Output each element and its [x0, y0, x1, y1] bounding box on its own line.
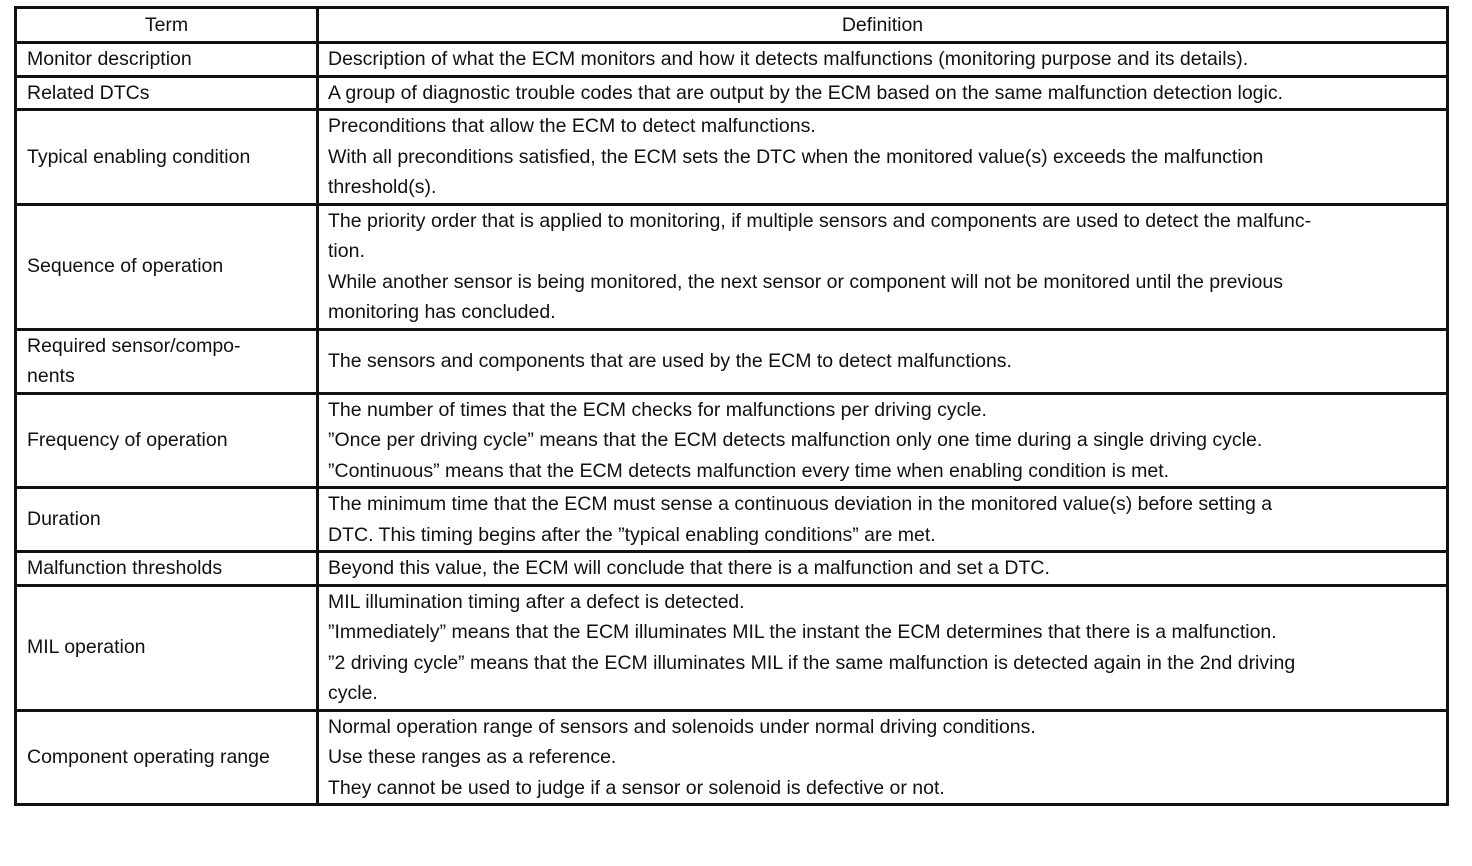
definition-cell — [318, 76, 1448, 110]
term-cell — [16, 43, 318, 77]
definition-text: threshold(s). — [328, 176, 437, 198]
definition-cell — [318, 585, 1448, 710]
definition-cell — [318, 329, 1448, 393]
definition-text: The sensors and components that are used by the ECM to detect malfunctions. — [328, 349, 1012, 372]
definition-text: Beyond this value, the ECM will conclude that there is a malfunction and set a DTC. — [328, 557, 1050, 579]
term-text: Component operating range — [27, 746, 270, 768]
table-row — [16, 488, 1448, 552]
term-text: Monitor description — [27, 48, 192, 70]
term-text: Related DTCs — [27, 81, 150, 104]
definition-cell — [318, 110, 1448, 205]
table-row — [16, 393, 1448, 488]
term-cell — [16, 710, 318, 805]
table-row — [16, 585, 1448, 710]
term-cell — [16, 110, 318, 205]
definition-text: The minimum time that the ECM must sense a continuous deviation in the monitored value(s) before setting a — [328, 493, 1273, 515]
definition-cell — [318, 710, 1448, 805]
table-row — [16, 204, 1448, 329]
definition-column-header: Definition — [318, 8, 1448, 43]
definition-text: DTC. This timing begins after the ”typical enabling conditions” are met. — [328, 523, 936, 546]
definition-cell — [318, 204, 1448, 329]
term-cell — [16, 329, 318, 393]
definition-cell — [318, 393, 1448, 488]
term-text: Malfunction thresholds — [27, 557, 223, 579]
term-text: Typical enabling condition — [27, 145, 251, 168]
header-row — [16, 8, 1448, 43]
definition-cell — [318, 488, 1448, 552]
table-body — [16, 43, 1448, 805]
definition-text: Normal operation range of sensors and solenoids under normal driving conditions. — [328, 715, 1036, 738]
definition-text: ”Immediately” means that the ECM illuminates MIL the instant the ECM determines that there is a malfunction. — [328, 621, 1277, 643]
term-cell — [16, 76, 318, 110]
definition-text: A group of diagnostic trouble codes that are output by the ECM based on the same malfunction detection logic. — [328, 81, 1284, 104]
table-row — [16, 76, 1448, 110]
terms-definitions-table — [14, 6, 1449, 806]
term-cell — [16, 585, 318, 710]
definition-text: monitoring has concluded. — [328, 301, 556, 323]
term-text: Sequence of operation — [27, 255, 224, 278]
definition-text: ”Once per driving cycle” means that the ECM detects malfunction only one time during a single driving cycle. — [328, 429, 1263, 451]
definition-text: tion. — [328, 240, 365, 262]
term-cell — [16, 488, 318, 552]
definition-cell — [318, 43, 1448, 77]
table-row — [16, 710, 1448, 805]
definition-text: The number of times that the ECM checks for malfunctions per driving cycle. — [328, 398, 987, 421]
definition-cell — [318, 552, 1448, 586]
term-column-header: Term — [16, 8, 318, 43]
definition-text: ”Continuous” means that the ECM detects malfunction every time when enabling condition is met. — [328, 459, 1170, 482]
definition-text: Preconditions that allow the ECM to detect malfunctions. — [328, 115, 816, 137]
definition-text: The priority order that is applied to monitoring, if multiple sensors and components are used to detect the malfunc- — [328, 209, 1312, 232]
definition-text: cycle. — [328, 682, 378, 704]
table-row — [16, 329, 1448, 393]
term-cell — [16, 552, 318, 586]
definition-text: With all preconditions satisfied, the ECM sets the DTC when the monitored value(s) exceeds the malfunction — [328, 145, 1264, 168]
term-text: Duration — [27, 508, 101, 531]
term-cell — [16, 204, 318, 329]
definition-text: While another sensor is being monitored, the next sensor or component will not be monitored until the previous — [328, 270, 1283, 293]
table-row — [16, 43, 1448, 77]
term-text: Required sensor/compo- — [27, 334, 241, 357]
definition-text: ”2 driving cycle” means that the ECM illuminates MIL if the same malfunction is detected again in the 2nd driving — [328, 651, 1296, 674]
definition-text: Description of what the ECM monitors and how it detects malfunctions (monitoring purpose and its details). — [328, 48, 1249, 70]
term-cell — [16, 393, 318, 488]
definition-text: They cannot be used to judge if a sensor or solenoid is defective or not. — [328, 776, 945, 799]
term-text: nents — [27, 365, 75, 387]
term-text: Frequency of operation — [27, 429, 228, 451]
definition-text: Use these ranges as a reference. — [328, 746, 617, 768]
term-text: MIL operation — [27, 636, 146, 659]
table-row — [16, 552, 1448, 586]
table-row — [16, 110, 1448, 205]
definition-text: MIL illumination timing after a defect is detected. — [328, 590, 745, 613]
